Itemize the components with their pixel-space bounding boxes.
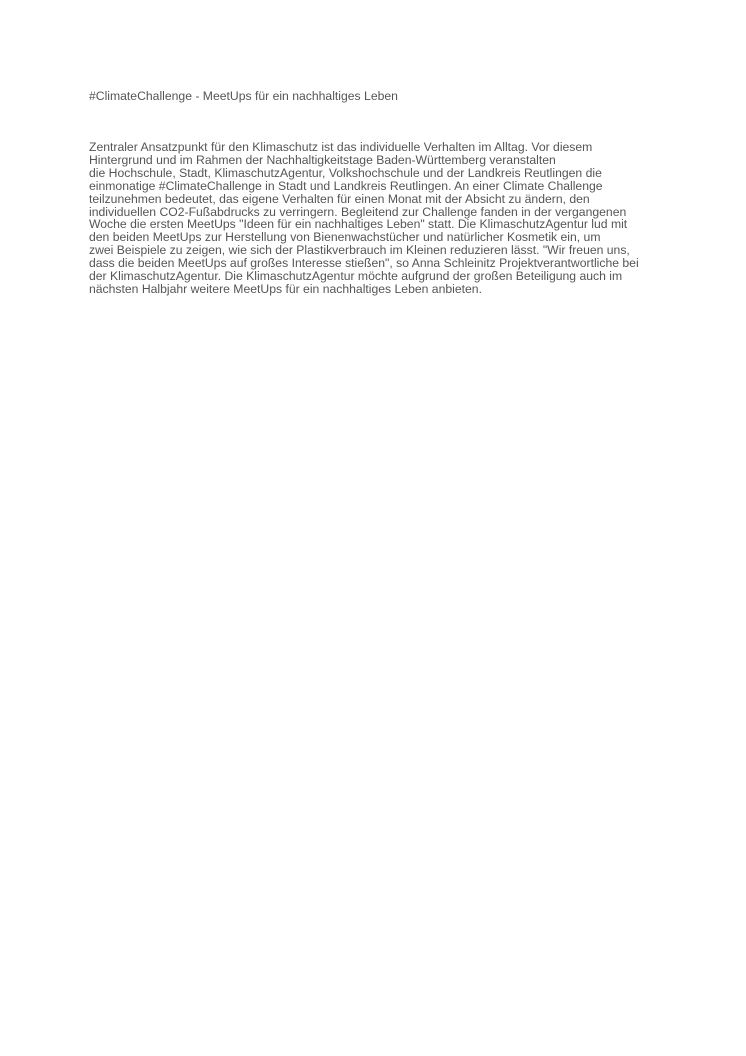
paragraph-line: Woche die ersten MeetUps "Ideen für ein nachhaltiges Leben" statt. Die KlimaschutzAgentur lud mit [89,217,628,232]
paragraph-line: Zentraler Ansatzpunkt für den Klimaschutz ist das individuelle Verhalten im Alltag. Vor diesem [89,140,593,154]
paragraph-line: den beiden MeetUps zur Herstellung von Bienenwachstücher und natürlicher Kosmetik ein, um [89,230,601,245]
paragraph-line: der KlimaschutzAgentur. Die KlimaschutzAgentur möchte aufgrund der großen Beteiligung auch im [89,269,623,284]
paragraph-line: einmonatige #ClimateChallenge in Stadt und Landkreis Reutlingen. An einer Climate Challenge [89,178,603,193]
document-title: #ClimateChallenge - MeetUps für ein nachhaltiges Leben [89,89,398,103]
paragraph-line: Hintergrund und im Rahmen der Nachhaltigkeitstage Baden-Württemberg veranstalten [89,152,556,167]
paragraph-line: die Hochschule, Stadt, KlimaschutzAgentur, Volkshochschule und der Landkreis Reutlingen die [89,165,602,180]
document-paragraph [89,141,669,296]
paragraph-line: zwei Beispiele zu zeigen, wie sich der Plastikverbrauch im Kleinen reduzieren lässt. "Wir freuen uns, [89,243,630,258]
paragraph-line: individuellen CO2-Fußabdrucks zu verringern. Begleitend zur Challenge fanden in der vergangenen [89,204,627,219]
paragraph-line: dass die beiden MeetUps auf großes Interesse stießen", so Anna Schleinitz Projektverantwortliche bei [89,256,639,271]
paragraph-line: teilzunehmen bedeutet, das eigene Verhalten für einen Monat mit der Absicht zu ändern, den [89,191,590,206]
paragraph-line: nächsten Halbjahr weitere MeetUps für ein nachhaltiges Leben anbieten. [89,281,482,296]
